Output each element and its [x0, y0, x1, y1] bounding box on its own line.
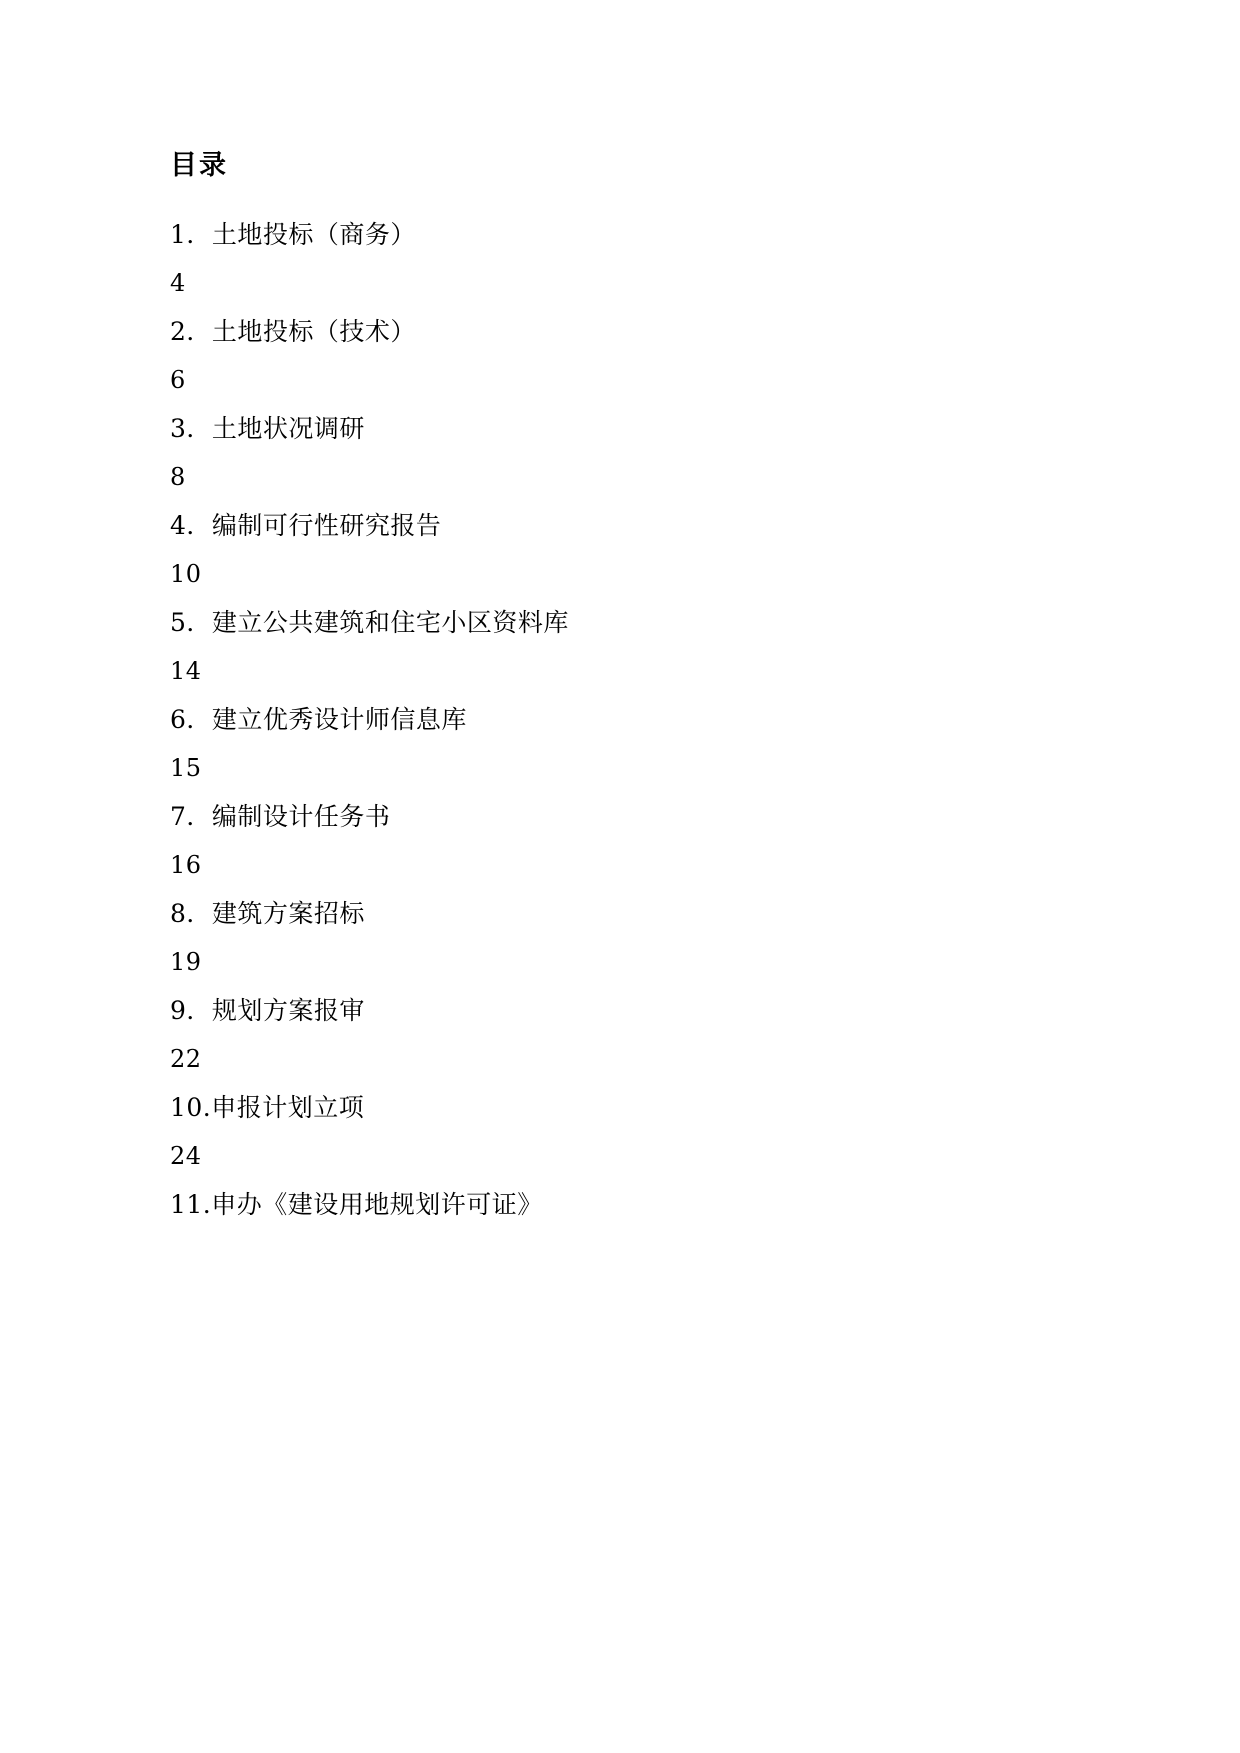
list-item — [170, 1083, 1070, 1180]
toc-entry-label: 2．土地投标（技术） — [170, 317, 416, 347]
list-item — [170, 889, 1070, 986]
toc-entry-label: 7．编制设计任务书 — [170, 802, 391, 832]
toc-entry-label: 10.申报计划立项 — [170, 1093, 365, 1123]
toc-entry-label: 9．规划方案报审 — [170, 996, 365, 1026]
list-item — [170, 210, 1070, 307]
toc-entry-page: 24 — [170, 1142, 202, 1171]
toc-entry-label: 5．建立公共建筑和住宅小区资料库 — [170, 608, 569, 638]
toc-entry-label: 1．土地投标（商务） — [170, 220, 416, 250]
toc-entry-label: 11.申办《建设用地规划许可证》 — [170, 1190, 543, 1220]
toc-entry-label: 4．编制可行性研究报告 — [170, 511, 442, 541]
table-of-contents — [170, 210, 1070, 1229]
toc-entry-page: 22 — [170, 1045, 202, 1074]
list-item — [170, 1180, 1070, 1229]
list-item — [170, 404, 1070, 501]
list-item — [170, 695, 1070, 792]
toc-entry-page: 4 — [170, 269, 186, 298]
list-item — [170, 792, 1070, 889]
page-title: 目录 — [170, 150, 228, 181]
toc-entry-label: 3．土地状况调研 — [170, 414, 365, 444]
toc-entry-page: 19 — [170, 948, 202, 977]
toc-entry-page: 15 — [170, 754, 202, 783]
toc-entry-page: 14 — [170, 657, 202, 686]
list-item — [170, 986, 1070, 1083]
list-item — [170, 501, 1070, 598]
toc-entry-page: 16 — [170, 851, 202, 880]
toc-entry-label: 8．建筑方案招标 — [170, 899, 365, 929]
toc-entry-page: 6 — [170, 366, 186, 395]
toc-entry-page: 10 — [170, 560, 202, 589]
list-item — [170, 598, 1070, 695]
toc-entry-label: 6．建立优秀设计师信息库 — [170, 705, 467, 735]
toc-entry-page: 8 — [170, 463, 186, 492]
list-item — [170, 307, 1070, 404]
